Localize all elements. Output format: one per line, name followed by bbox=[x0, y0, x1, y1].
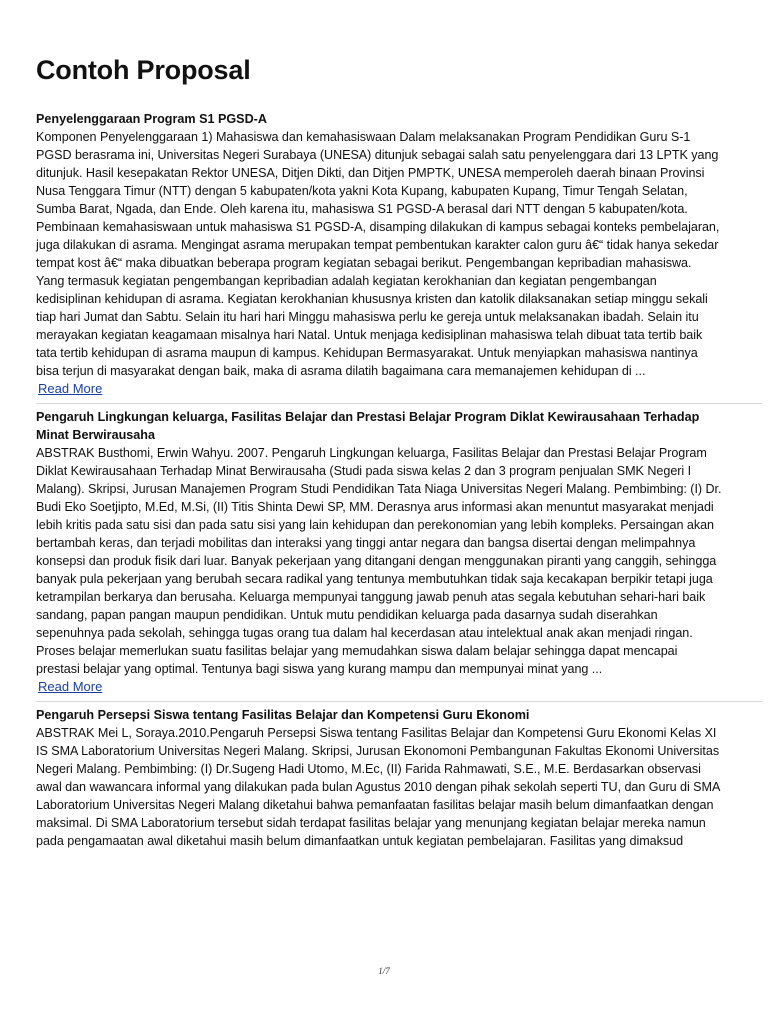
article-3 bbox=[36, 706, 722, 850]
divider bbox=[36, 701, 762, 702]
divider bbox=[36, 403, 762, 404]
article-title: Penyelenggaraan Program S1 PGSD-A bbox=[36, 112, 267, 126]
page-number: 1/7 bbox=[378, 966, 390, 976]
article-1 bbox=[36, 110, 722, 398]
document-page bbox=[36, 50, 722, 850]
article-body: ABSTRAK Busthomi, Erwin Wahyu. 2007. Pengaruh Lingkungan keluarga, Fasilitas Belajar dan Prestasi Belajar Program Diklat Kewirausahaan Terhadap Minat Berwirausaha (Studi pada siswa kelas 2 dan 3 program penjualan SMK Negeri I Malang). Skripsi, Jurusan Manajemen Program Studi Pendidikan Tata Niaga Universitas Negeri Malang. Pembimbing: (I) Dr. Budi Eko Soetjipto, M.Ed, M.Si, (II) Titis Shinta Dewi SP, MM. Derasnya arus informasi akan menuntut masyarakat menjadi lebih kritis pada satu sisi dan pada satu sisi yang lain kehidupan dan perekonomian yang lebih kompleks. Persaingan akan bertambah keras, dan terjadi mobilitas dan interaksi yang tinggi antar negara dan bangsa disertai dengan melimpahnya konsepsi dan produk fisik dari luar. Banyak pekerjaan yang ditangani dengan menggunakan piranti yang canggih, sehingga banyak pula pekerjaan yang berubah secara radikal yang tentunya membutuhkan tidak saja kecakapan berpikir tetapi juga ketrampilan berkarya dan berusaha. Keluarga mempunyai tanggung jawab penuh atas segala kebutuhan sehari-hari baik sandang, papan pangan maupun pendidikan. Untuk mutu pendidikan keluarga pada dasarnya sudah diserahkan sepenuhnya pada sekolah, sehingga tugas orang tua dalam hal kecerdasan atau intelektual anak akan menjadi ringan. Proses belajar memerlukan suatu fasilitas belajar yang memudahkan siswa dalam belajar sehingga dapat mencapai prestasi belajar yang optimal. Tentunya bagi siswa yang kurang mampu dan mempunyai minat yang ... bbox=[36, 446, 722, 676]
article-body: ABSTRAK Mei L, Soraya.2010.Pengaruh Persepsi Siswa tentang Fasilitas Belajar dan Kompetensi Guru Ekonomi Kelas XI IS SMA Laboratorium Universitas Negeri Malang. Skripsi, Jurusan Ekonomoni Pembangunan Fakultas Ekonomi Universitas Negeri Malang. Pembimbing: (I) Dr.Sugeng Hadi Utomo, M.Ec, (II) Farida Rahmawati, S.E., M.E. Berdasarkan observasi awal dan wawancara informal yang dilakukan pada bulan Agustus 2010 dengan pihak sekolah seperti TU, dan Guru di SMA Laboratorium Universitas Negeri Malang diketahui bahwa pemanfaatan fasilitas belajar masih belum dimanfaatkan dengan maksimal. Di SMA Laboratorium tersebut sidah terdapat fasilitas belajar yang menunjang kegiatan belajar mereka namun pada pengamaatan awal diketahui masih belum dimanfaatkan untuk kegiatan pembelajaran. Fasilitas yang dimaksud bbox=[36, 726, 720, 848]
document-title: Contoh Proposal bbox=[36, 55, 251, 85]
read-more-link[interactable]: Read More bbox=[38, 679, 103, 694]
article-2 bbox=[36, 408, 722, 696]
article-body: Komponen Penyelenggaraan 1) Mahasiswa dan kemahasiswaan Dalam melaksanakan Program Pendidikan Guru S-1 PGSD berasrama ini, Universitas Negeri Surabaya (UNESA) ditunjuk sebagai salah satu penyelenggara dari 13 LPTK yang ditunjuk. Hasil kesepakatan Rektor UNESA, Ditjen Dikti, dan Ditjen PMPTK, UNESA memperoleh daerah binaan Provinsi Nusa Tenggara Timur (NTT) dengan 5 kabupaten/kota yakni Kota Kupang, kabupaten Kupang, Timur Tengah Selatan, Sumba Barat, Ngada, dan Ende. Oleh karena itu, mahasiswa S1 PGSD-A berasal dari NTT dengan 5 kabupaten/kota. Pembinaan kemahasiswaan untuk mahasiswa S1 PGSD-A, disamping dilakukan di kampus sebagai konteks pembelajaran, juga dilakukan di asrama. Mengingat asrama merupakan tempat pembentukan karakter calon guru â€“ tidak hanya sekedar tempat kost â€“ maka dibuatkan beberapa program kegiatan sebagai berikut. Pengembangan kepribadian mahasiswa. Yang termasuk kegiatan pengembangan kepribadian adalah kegiatan kerokhanian dan kegiatan pengembangan kedisiplinan kehidupan di asrama. Kegiatan kerokhanian khususnya kristen dan katolik dilaksanakan setiap minggu sekali tiap hari Jumat dan Sabtu. Selain itu hari hari Minggu mahasiswa perlu ke gereja untuk melaksanakan ibadah. Selain itu merayakan kegiatan keagamaan misalnya hari Natal. Untuk menjaga kedisiplinan mahasiswa telah dibuat tata tertib baik tata tertib kehidupan di asrama maupun di kampus. Kehidupan Bermasyarakat. Untuk menyiapkan mahasiswa nantinya bisa terjun di masyarakat dengan baik, maka di asrama dilatih bagaimana cara memanajemen kehidupan di ... bbox=[36, 130, 720, 378]
article-title: Pengaruh Persepsi Siswa tentang Fasilitas Belajar dan Kompetensi Guru Ekonomi bbox=[36, 708, 530, 722]
article-title: Pengaruh Lingkungan keluarga, Fasilitas Belajar dan Prestasi Belajar Program Diklat Kewirausahaan Terhadap Minat Berwirausaha bbox=[36, 410, 700, 442]
read-more-link[interactable]: Read More bbox=[38, 381, 103, 396]
